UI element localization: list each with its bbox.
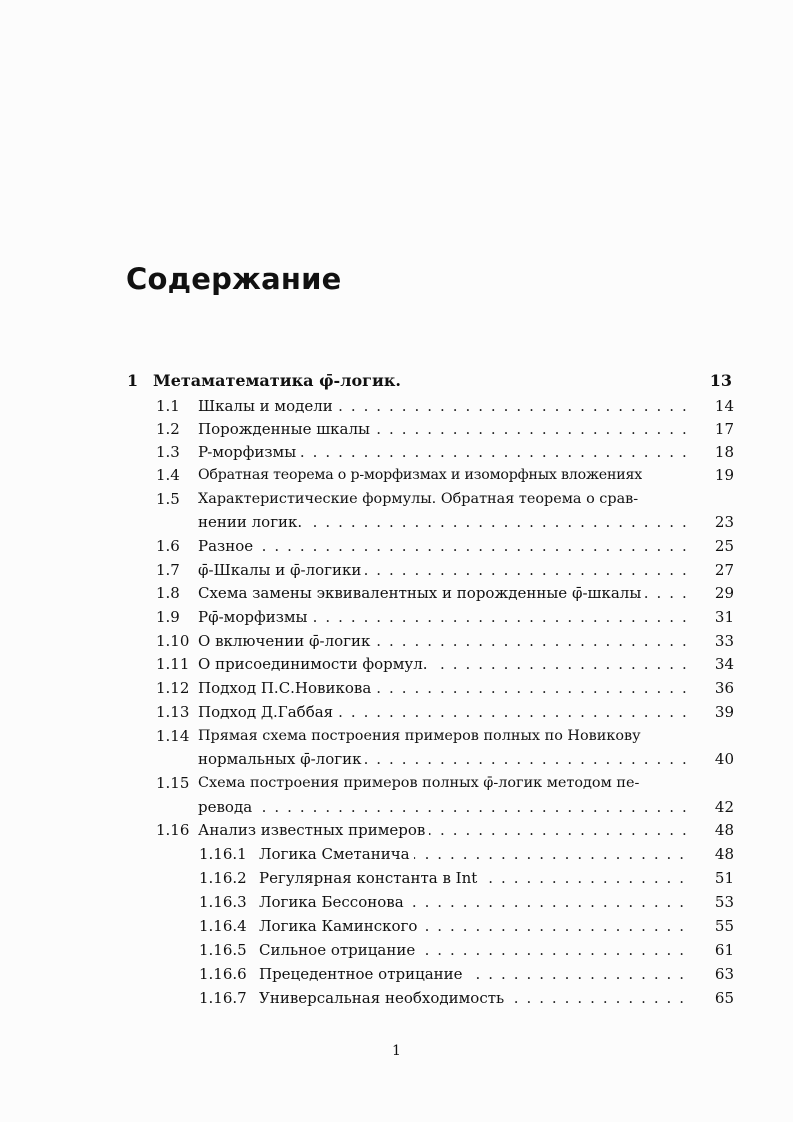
toc-subsection-1-16-5[interactable] (0, 939, 793, 962)
toc-chapter-1[interactable] (0, 369, 793, 392)
section-page: 14 (714, 397, 734, 415)
subsection-page: 65 (714, 989, 734, 1007)
toc-section-1-3[interactable] (0, 441, 793, 464)
section-number: 1.3 (156, 443, 180, 461)
section-title: Схема замены эквивалентных и порожденные φ̄-шкалы (198, 584, 645, 602)
section-page: 33 (714, 632, 734, 650)
section-title: Подход П.С.Новикова (198, 679, 375, 697)
toc-section-1-15-continued[interactable] (0, 796, 793, 819)
section-title: Схема построения примеров полных φ̄-логик методом пе- (198, 775, 640, 791)
subsection-page: 61 (714, 941, 734, 959)
subsection-title: Логика Каминского (259, 917, 421, 935)
subsection-number: 1.16.1 (199, 845, 247, 863)
section-number: 1.14 (156, 727, 190, 745)
section-number: 1.9 (156, 608, 180, 626)
subsection-number: 1.16.4 (199, 917, 247, 935)
subsection-page: 48 (714, 845, 734, 863)
toc-section-1-6[interactable] (0, 535, 793, 558)
toc-section-1-9[interactable] (0, 606, 793, 629)
toc-section-1-10[interactable] (0, 630, 793, 653)
toc-section-1-4[interactable] (0, 464, 793, 487)
toc-subsection-1-16-2[interactable] (0, 867, 793, 890)
section-number: 1.4 (156, 466, 180, 484)
section-page: 42 (714, 798, 734, 816)
toc-section-1-7[interactable] (0, 559, 793, 582)
section-page: 29 (714, 584, 734, 602)
section-number: 1.6 (156, 537, 180, 555)
subsection-title: Регулярная константа в Int (259, 869, 481, 887)
toc-section-1-14[interactable] (0, 725, 793, 748)
section-title: Pφ̄-морфизмы (198, 608, 312, 626)
toc-subsection-1-16-6[interactable] (0, 963, 793, 986)
subsection-title: Логика Сметанича (259, 845, 414, 863)
toc-section-1-11[interactable] (0, 653, 793, 676)
toc-subsection-1-16-3[interactable] (0, 891, 793, 914)
subsection-title: Логика Бессонова (259, 893, 408, 911)
section-number: 1.2 (156, 420, 180, 438)
section-title: Характеристические формулы. Обратная теорема о срав- (198, 491, 639, 507)
section-title: φ̄-Шкалы и φ̄-логики (198, 561, 365, 579)
subsection-number: 1.16.7 (199, 989, 247, 1007)
section-title-continued: нормальных φ̄-логик (198, 750, 365, 768)
toc-section-1-13[interactable] (0, 701, 793, 724)
subsection-page: 53 (714, 893, 734, 911)
subsection-page: 55 (714, 917, 734, 935)
section-number: 1.12 (156, 679, 190, 697)
section-page: 25 (714, 537, 734, 555)
section-page: 23 (714, 513, 734, 531)
toc-section-1-1[interactable] (0, 395, 793, 418)
section-number: 1.15 (156, 774, 190, 792)
toc-section-1-16[interactable] (0, 819, 793, 842)
subsection-page: 63 (714, 965, 734, 983)
section-number: 1.16 (156, 821, 190, 839)
toc-section-1-14-continued[interactable] (0, 748, 793, 771)
section-page: 18 (714, 443, 734, 461)
toc-section-1-12[interactable] (0, 677, 793, 700)
section-number: 1.5 (156, 490, 180, 508)
section-title: О включении φ̄-логик (198, 632, 374, 650)
subsection-number: 1.16.3 (199, 893, 247, 911)
toc-section-1-5[interactable] (0, 488, 793, 511)
section-page: 36 (714, 679, 734, 697)
toc-section-1-5-continued[interactable] (0, 511, 793, 534)
chapter-title: Метаматематика φ̄-логик. (153, 371, 401, 390)
toc-section-1-15[interactable] (0, 772, 793, 795)
toc-section-1-8[interactable] (0, 582, 793, 605)
subsection-title: Универсальная необходимость (259, 989, 508, 1007)
section-title: Шкалы и модели (198, 397, 337, 415)
subsection-title: Сильное отрицание (259, 941, 419, 959)
section-page: 17 (714, 420, 734, 438)
section-number: 1.8 (156, 584, 180, 602)
toc-section-1-2[interactable] (0, 418, 793, 441)
section-number: 1.1 (156, 397, 180, 415)
section-number: 1.13 (156, 703, 190, 721)
toc-subsection-1-16-4[interactable] (0, 915, 793, 938)
section-title: Прямая схема построения примеров полных по Новикову (198, 728, 641, 744)
subsection-page: 51 (714, 869, 734, 887)
toc-subsection-1-16-7[interactable] (0, 987, 793, 1010)
section-title: Подход Д.Габбая (198, 703, 337, 721)
subsection-number: 1.16.6 (199, 965, 247, 983)
chapter-number: 1 (127, 371, 139, 390)
section-number: 1.11 (156, 655, 190, 673)
section-page: 27 (714, 561, 734, 579)
section-title-continued: нении логик. (198, 513, 306, 531)
section-page: 19 (714, 466, 734, 484)
section-page: 40 (714, 750, 734, 768)
section-title: Порожденные шкалы (198, 420, 374, 438)
section-title: Обратная теорема о p-морфизмах и изоморфных вложениях (198, 467, 643, 483)
subsection-number: 1.16.5 (199, 941, 247, 959)
section-title: О присоединимости формул. (198, 655, 432, 673)
subsection-number: 1.16.2 (199, 869, 247, 887)
section-title: P-морфизмы (198, 443, 300, 461)
section-page: 31 (714, 608, 734, 626)
section-title: Анализ известных примеров (198, 821, 429, 839)
section-page: 34 (714, 655, 734, 673)
page-number: 1 (392, 1043, 401, 1059)
section-page: 39 (714, 703, 734, 721)
section-page: 48 (714, 821, 734, 839)
chapter-page: 13 (709, 371, 732, 390)
page-title: Содержание (126, 262, 342, 296)
section-number: 1.7 (156, 561, 180, 579)
section-number: 1.10 (156, 632, 190, 650)
subsection-title: Прецедентное отрицание (259, 965, 467, 983)
toc-subsection-1-16-1[interactable] (0, 843, 793, 866)
section-title: Разное (198, 537, 257, 555)
section-title-continued: ревода (198, 798, 256, 816)
